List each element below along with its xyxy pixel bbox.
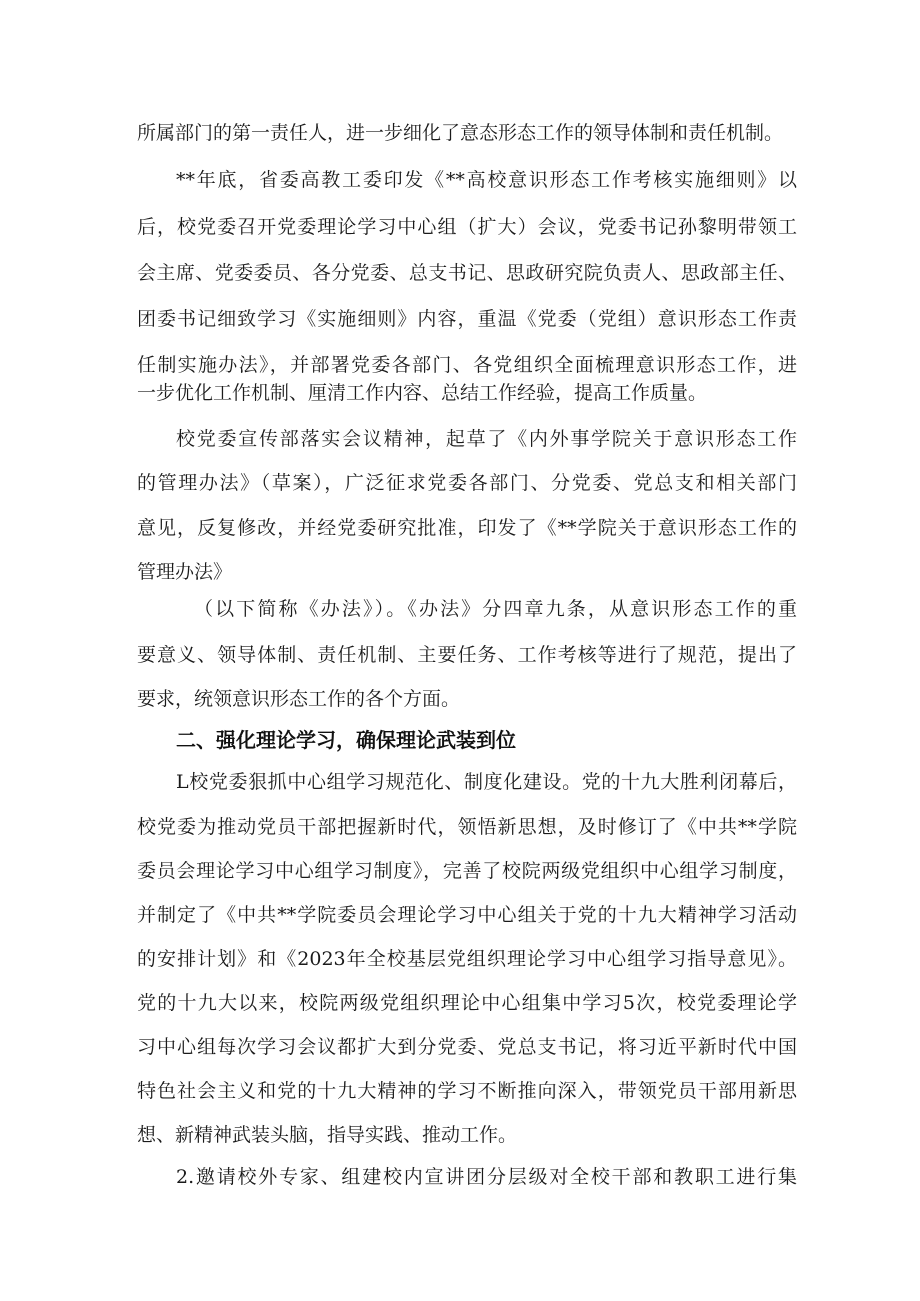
body-line: 会主席、党委委员、各分党委、总支书记、思政研究院负责人、思政部主任、 — [137, 262, 797, 284]
body-line: （以下简称《办法》）。《办法》分四章九条，从意识形态工作的重 — [194, 598, 797, 620]
section-heading: 二、强化理论学习，确保理论武装到位 — [176, 728, 516, 752]
body-line: 管理办法》 — [137, 561, 233, 583]
body-line: 任制实施办法》，并部署党委各部门、各党组织全面梳理意识形态工作，进 — [137, 354, 797, 376]
body-line: 意见，反复修改，并经党委研究批准，印发了《**学院关于意识形态工作的 — [137, 517, 797, 539]
body-line: 团委书记细致学习《实施细则》内容，重温《党委（党组）意识形态工作责 — [137, 308, 797, 330]
body-line: 要意义、领导体制、责任机制、主要任务、工作考核等进行了规范，提出了 — [137, 644, 797, 666]
body-line: 想、新精神武装头脑，指导实践、推动工作。 — [137, 1124, 518, 1146]
body-line: 党的十九大以来，校院两级党组织理论中心组集中学习5次，校党委理论学 — [137, 992, 797, 1014]
body-line: 校党委宣传部落实会议精神，起草了《内外事学院关于意识形态工作 — [176, 428, 797, 450]
body-line: 一步优化工作机制、厘清工作内容、总结工作经验，提高工作质量。 — [137, 382, 708, 404]
body-line: 2.邀请校外专家、组建校内宣讲团分层级对全校干部和教职工进行集 — [176, 1166, 797, 1188]
body-line: 委员会理论学习中心组学习制度》，完善了校院两级党组织中心组学习制度， — [137, 860, 797, 882]
body-line: 所属部门的第一责任人，进一步细化了意态形态工作的领导体制和责任机制。 — [137, 122, 784, 144]
body-line: 后，校党委召开党委理论学习中心组（扩大）会议，党委书记孙黎明带领工 — [137, 216, 797, 238]
body-line: L校党委狠抓中心组学习规范化、制度化建设。党的十九大胜利闭幕后， — [176, 771, 797, 793]
body-line: 要求，统领意识形态工作的各个方面。 — [137, 688, 461, 710]
body-line: 特色社会主义和党的十九大精神的学习不断推向深入，带领党员干部用新思 — [137, 1080, 797, 1102]
body-line: 习中心组每次学习会议都扩大到分党委、党总支书记，将习近平新时代中国 — [137, 1036, 797, 1058]
body-line: 校党委为推动党员干部把握新时代，领悟新思想，及时修订了《中共**学院 — [137, 816, 797, 838]
body-line: 的管理办法》（草案），广泛征求党委各部门、分党委、党总支和相关部门 — [137, 472, 797, 494]
body-line: 并制定了《中共**学院委员会理论学习中心组关于党的十九大精神学习活动 — [137, 904, 797, 926]
body-line: 的安排计划》和《2023年全校基层党组织理论学习中心组学习指导意见》。 — [137, 948, 797, 970]
body-line: **年底，省委高教工委印发《**高校意识形态工作考核实施细则》以 — [176, 169, 797, 191]
